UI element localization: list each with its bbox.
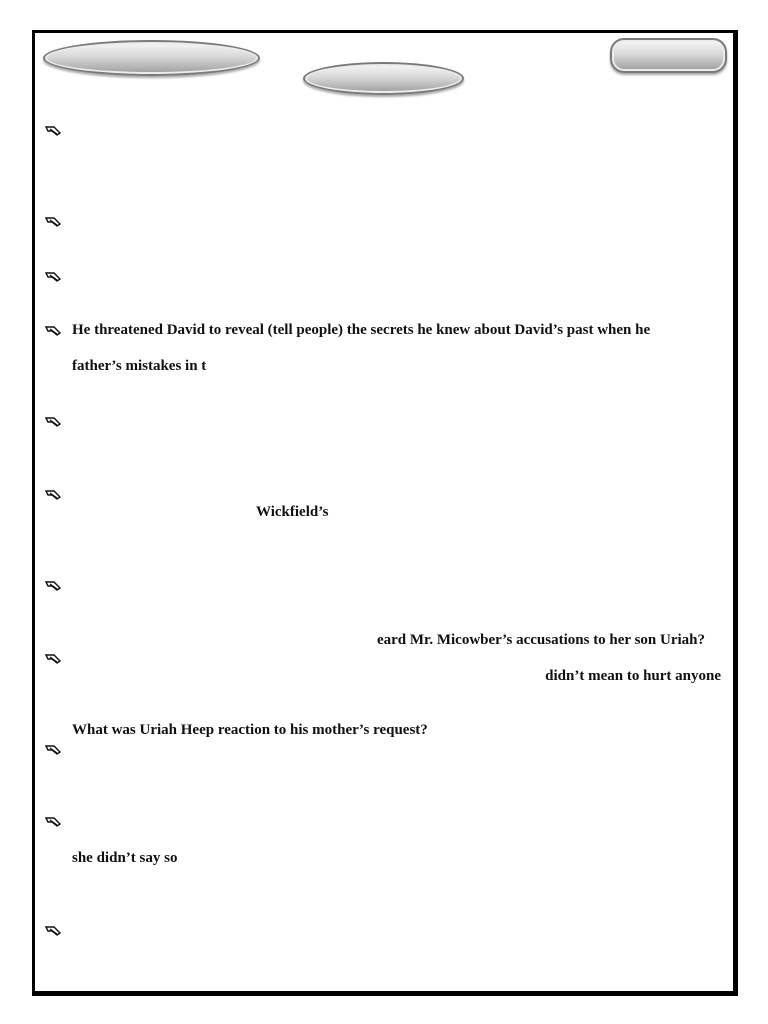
header-badge-left	[43, 40, 260, 76]
writing-hand-bullet-icon	[45, 415, 63, 427]
header-badge-center	[303, 62, 464, 95]
writing-hand-bullet-icon	[45, 270, 63, 282]
answer-line-threatened-david: He threatened David to reveal (tell people) the secrets he knew about David’s past when he	[72, 322, 651, 338]
writing-hand-bullet-icon	[45, 579, 63, 591]
answer-line-wickfields: Wickfield’s	[256, 504, 329, 520]
writing-hand-bullet-icon	[45, 124, 63, 136]
writing-hand-bullet-icon	[45, 924, 63, 936]
writing-hand-bullet-icon	[45, 215, 63, 227]
header-badge-right	[610, 38, 727, 73]
writing-hand-bullet-icon	[45, 652, 63, 664]
writing-hand-bullet-icon	[45, 324, 63, 336]
answer-line-she-didnt-say-so: she didn’t say so	[72, 850, 178, 866]
writing-hand-bullet-icon	[45, 743, 63, 755]
writing-hand-bullet-icon	[45, 488, 63, 500]
question-line-uriah-heep-reaction: What was Uriah Heep reaction to his mother’s request?	[72, 722, 428, 738]
answer-line-didnt-mean-to-hurt: didn’t mean to hurt anyone	[545, 668, 721, 684]
question-line-micowber-accusations: eard Mr. Micowber’s accusations to her son Uriah?	[376, 632, 705, 648]
answer-line-fathers-mistakes: father’s mistakes in t	[72, 358, 207, 374]
writing-hand-bullet-icon	[45, 815, 63, 827]
